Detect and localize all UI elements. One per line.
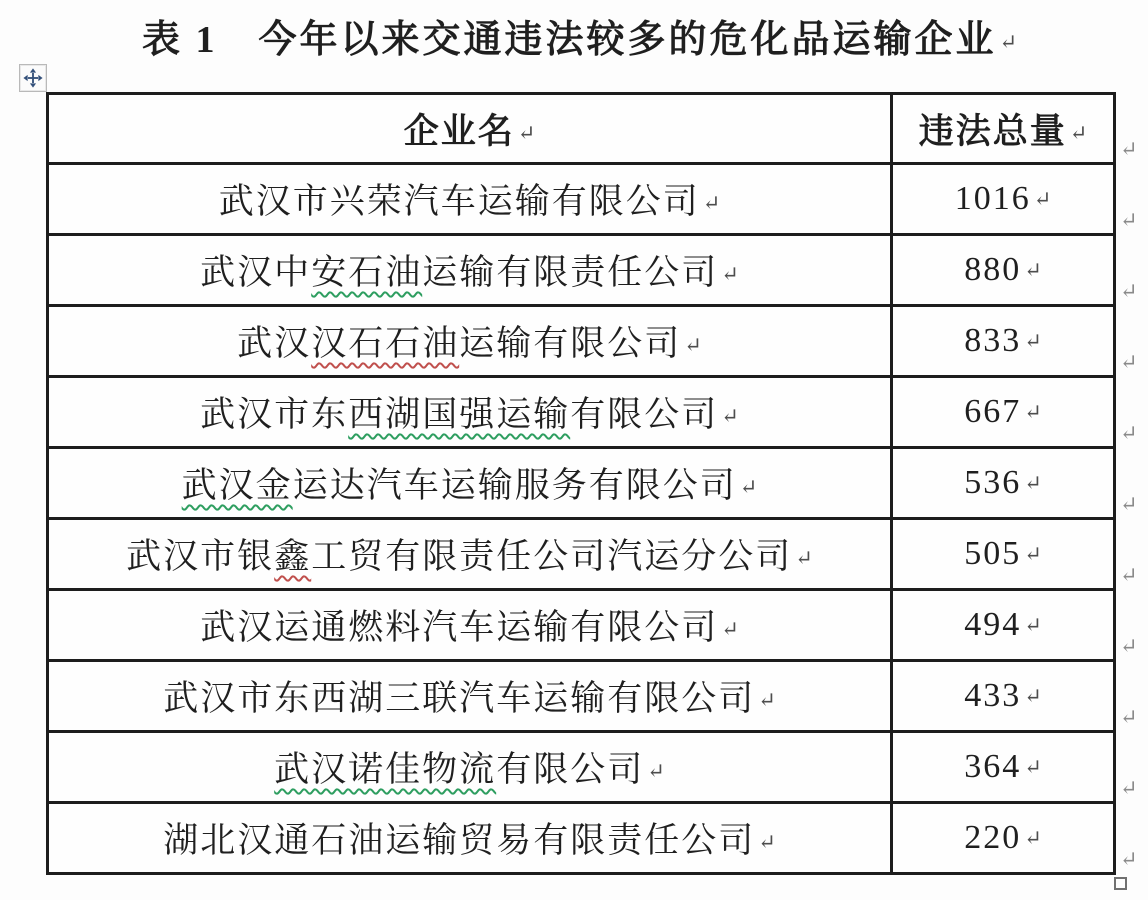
company-name-part: 武汉市银 bbox=[126, 537, 275, 576]
company-name-cell[interactable] bbox=[48, 590, 892, 661]
end-of-row-mark-icon: ↵ bbox=[1120, 350, 1138, 374]
header-cell-total[interactable] bbox=[892, 94, 1115, 164]
table-row bbox=[48, 306, 1115, 377]
company-name bbox=[163, 821, 755, 860]
company-name-cell[interactable] bbox=[48, 306, 892, 377]
violation-count-cell[interactable] bbox=[892, 590, 1115, 661]
company-name bbox=[219, 182, 700, 221]
paragraph-return-icon: ↵ bbox=[999, 30, 1018, 54]
table-row bbox=[48, 732, 1115, 803]
violation-count-cell[interactable] bbox=[892, 661, 1115, 732]
table-row bbox=[48, 803, 1115, 874]
paragraph-return-icon: ↵ bbox=[739, 475, 758, 499]
table-row bbox=[48, 448, 1115, 519]
end-of-row-mark-icon: ↵ bbox=[1120, 776, 1138, 800]
company-name-part: 运输有限责任公司 bbox=[422, 253, 719, 292]
company-name-part: 武汉市兴荣汽车运输有限公司 bbox=[218, 182, 700, 221]
violation-count: 1016 bbox=[954, 180, 1031, 217]
company-name bbox=[163, 679, 755, 718]
header-total-label: 违法总量 bbox=[918, 111, 1067, 151]
company-name-part: 武汉市东西湖三联汽车运输有限公司 bbox=[163, 679, 756, 718]
table-row bbox=[48, 235, 1115, 306]
company-name-part: 武汉中 bbox=[200, 253, 312, 292]
company-name-part: 武汉市东 bbox=[200, 395, 349, 434]
end-of-row-mark-icon: ↵ bbox=[1120, 137, 1138, 161]
violation-count: 364 bbox=[964, 748, 1022, 785]
company-name-cell[interactable] bbox=[48, 661, 892, 732]
violation-count-cell[interactable] bbox=[892, 803, 1115, 874]
paragraph-return-icon: ↵ bbox=[1024, 684, 1042, 708]
table-row bbox=[48, 377, 1115, 448]
row-end-marks bbox=[1120, 0, 1148, 900]
spellcheck-squiggle-text: 鑫 bbox=[274, 537, 312, 576]
spellcheck-squiggle-text: 安石油 bbox=[311, 253, 423, 292]
company-name-cell[interactable] bbox=[48, 164, 892, 235]
violation-count: 833 bbox=[964, 322, 1022, 359]
violation-count-cell[interactable] bbox=[892, 448, 1115, 519]
violation-count: 494 bbox=[964, 606, 1022, 643]
spellcheck-squiggle-text: 武汉金 bbox=[181, 466, 293, 505]
table-row bbox=[48, 519, 1115, 590]
violation-count: 667 bbox=[964, 393, 1022, 430]
paragraph-return-icon: ↵ bbox=[1024, 755, 1042, 779]
table-resize-handle[interactable] bbox=[1114, 877, 1127, 890]
violation-count-cell[interactable] bbox=[892, 164, 1115, 235]
paragraph-return-icon: ↵ bbox=[1033, 187, 1052, 211]
end-of-row-mark-icon: ↵ bbox=[1120, 634, 1138, 658]
violation-count: 536 bbox=[964, 464, 1022, 501]
table-move-handle[interactable] bbox=[19, 64, 47, 92]
company-name-part: 有限公司 bbox=[570, 395, 719, 434]
header-company-label: 企业名 bbox=[403, 111, 515, 151]
paragraph-return-icon: ↵ bbox=[1024, 542, 1042, 566]
paragraph-return-icon: ↵ bbox=[702, 191, 721, 215]
violation-count-cell[interactable] bbox=[892, 306, 1115, 377]
paragraph-return-icon: ↵ bbox=[647, 759, 665, 783]
end-of-row-mark-icon: ↵ bbox=[1120, 492, 1138, 516]
company-name-cell[interactable] bbox=[48, 448, 892, 519]
violation-count: 880 bbox=[964, 251, 1022, 288]
paragraph-return-icon: ↵ bbox=[721, 404, 739, 428]
end-of-row-mark-icon: ↵ bbox=[1120, 847, 1138, 871]
move-cross-icon bbox=[23, 68, 43, 88]
header-cell-company[interactable] bbox=[48, 94, 892, 164]
paragraph-return-icon: ↵ bbox=[758, 830, 776, 854]
company-name bbox=[200, 395, 718, 434]
paragraph-return-icon: ↵ bbox=[1024, 400, 1042, 424]
table-row bbox=[48, 590, 1115, 661]
paragraph-return-icon: ↵ bbox=[684, 333, 702, 357]
company-name-cell[interactable] bbox=[48, 377, 892, 448]
paragraph-return-icon: ↵ bbox=[721, 262, 739, 286]
company-name bbox=[200, 253, 718, 292]
paragraph-return-icon: ↵ bbox=[1069, 120, 1088, 145]
company-name-cell[interactable] bbox=[48, 732, 892, 803]
paragraph-return-icon: ↵ bbox=[1024, 258, 1042, 282]
company-name bbox=[237, 324, 681, 363]
table-caption bbox=[46, 14, 1113, 71]
table-row bbox=[48, 164, 1115, 235]
paragraph-return-icon: ↵ bbox=[1024, 826, 1042, 850]
company-name-part: 武汉运通燃料汽车运输有限公司 bbox=[200, 608, 719, 647]
end-of-row-mark-icon: ↵ bbox=[1120, 705, 1138, 729]
company-name bbox=[274, 750, 644, 789]
spellcheck-squiggle-text: 汉石石油 bbox=[311, 324, 460, 363]
company-name-part: 工贸有限责任公司汽运分公司 bbox=[311, 537, 793, 576]
company-name-part: 有限公司 bbox=[496, 750, 645, 789]
violations-table-body bbox=[48, 164, 1115, 874]
table-header-row bbox=[48, 94, 1115, 164]
violation-count: 505 bbox=[964, 535, 1022, 572]
spellcheck-squiggle-text: 西湖国强运输 bbox=[348, 395, 571, 434]
paragraph-return-icon: ↵ bbox=[1024, 329, 1042, 353]
spellcheck-squiggle-text: 武汉诺佳物流 bbox=[274, 750, 497, 789]
violations-table bbox=[46, 92, 1116, 875]
violation-count: 220 bbox=[964, 819, 1022, 856]
end-of-row-mark-icon: ↵ bbox=[1120, 208, 1138, 232]
violation-count-cell[interactable] bbox=[892, 377, 1115, 448]
end-of-row-mark-icon: ↵ bbox=[1120, 279, 1138, 303]
company-name-part: 运输有限公司 bbox=[459, 324, 682, 363]
company-name-part: 运达汽车运输服务有限公司 bbox=[292, 466, 737, 505]
paragraph-return-icon: ↵ bbox=[758, 688, 776, 712]
company-name-cell[interactable] bbox=[48, 803, 892, 874]
paragraph-return-icon: ↵ bbox=[517, 120, 536, 145]
company-name bbox=[182, 466, 737, 505]
end-of-row-mark-icon: ↵ bbox=[1120, 421, 1138, 445]
company-name-part: 武汉 bbox=[237, 324, 312, 363]
violation-count: 433 bbox=[964, 677, 1022, 714]
paragraph-return-icon: ↵ bbox=[1024, 471, 1042, 495]
company-name bbox=[126, 537, 792, 576]
paragraph-return-icon: ↵ bbox=[795, 546, 813, 570]
violation-count-cell[interactable] bbox=[892, 235, 1115, 306]
paragraph-return-icon: ↵ bbox=[1024, 613, 1042, 637]
end-of-row-mark-icon: ↵ bbox=[1120, 563, 1138, 587]
violation-count-cell[interactable] bbox=[892, 732, 1115, 803]
company-name-part: 湖北汉通石油运输贸易有限责任公司 bbox=[163, 821, 756, 860]
company-name-cell[interactable] bbox=[48, 519, 892, 590]
table-row bbox=[48, 661, 1115, 732]
violation-count-cell[interactable] bbox=[892, 519, 1115, 590]
company-name-cell[interactable] bbox=[48, 235, 892, 306]
paragraph-return-icon: ↵ bbox=[721, 617, 739, 641]
company-name bbox=[200, 608, 718, 647]
table-caption-text: 表 1 今年以来交通违法较多的危化品运输企业 bbox=[141, 19, 997, 61]
